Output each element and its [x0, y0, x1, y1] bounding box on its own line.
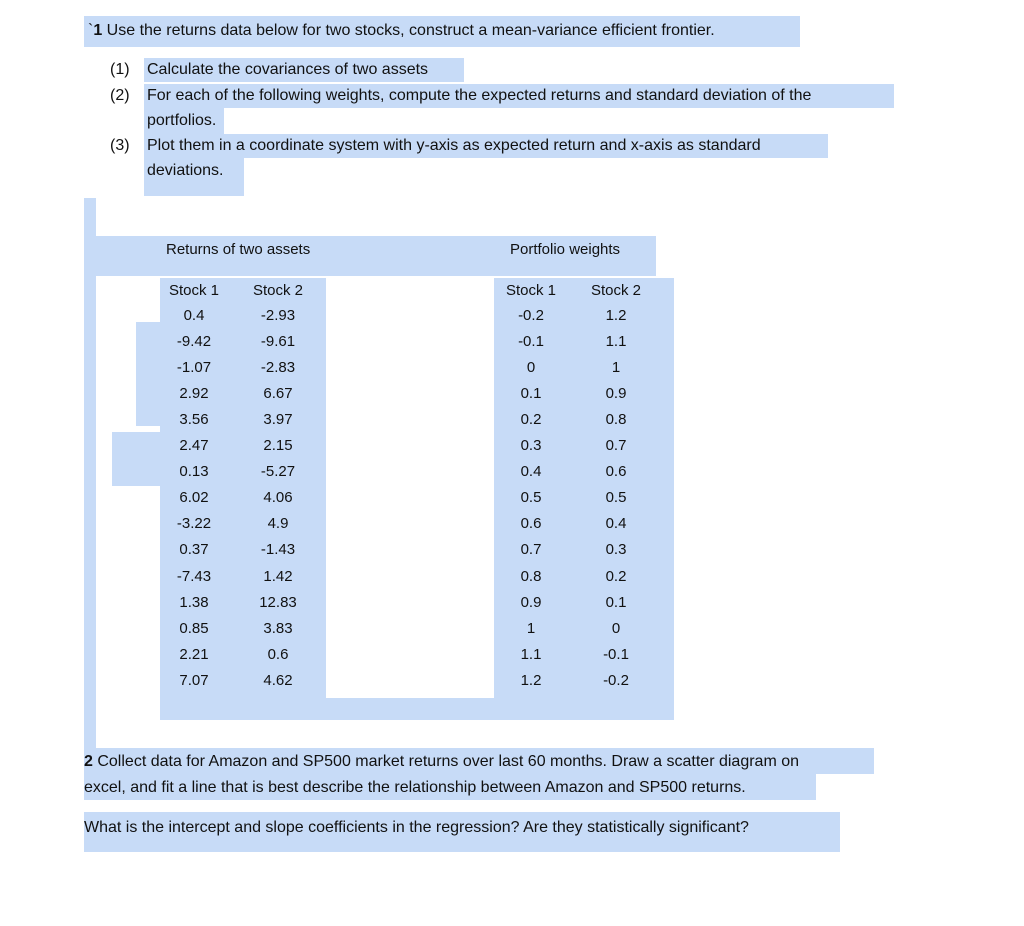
returns-table-cell: 6.02 — [179, 489, 209, 507]
weights-table-cell: 0.7 — [520, 541, 542, 559]
item-2-text-line1: For each of the following weights, compute the expected returns and standard deviation of the — [147, 87, 812, 104]
returns-table-title: Returns of two assets — [166, 241, 311, 258]
weights-table-cell: 1 — [611, 359, 621, 377]
weights-table-cell: 0.2 — [605, 567, 627, 585]
weights-table-header-1: Stock 1 — [505, 282, 557, 299]
returns-table-cell: -3.22 — [176, 515, 212, 533]
returns-table-cell: 7.07 — [179, 671, 209, 689]
q2-line1-text: Collect data for Amazon and SP500 market returns over last 60 months. Draw a scatter diagram on — [92, 753, 800, 770]
highlight-left-block — [84, 236, 152, 276]
returns-table-cell: 3.97 — [263, 411, 293, 429]
item-3-text-line2: deviations. — [147, 162, 224, 179]
returns-table-cell: 2.92 — [179, 385, 209, 403]
returns-table-cell: -7.43 — [176, 567, 212, 585]
weights-table-cell: -0.2 — [603, 671, 629, 689]
returns-table-cell: 1.42 — [263, 567, 293, 585]
returns-table-cell: 12.83 — [259, 593, 297, 611]
weights-table-cell: 1.2 — [605, 307, 627, 324]
item-1-text: Calculate the covariances of two assets — [147, 61, 429, 78]
returns-table-header-2: Stock 2 — [252, 282, 304, 299]
weights-table-cell: 0.4 — [605, 515, 627, 533]
returns-table-cell: 4.06 — [263, 489, 293, 507]
returns-table-cell: 2.15 — [263, 437, 293, 455]
highlight-left-bar — [84, 198, 96, 748]
returns-table-cell: -9.42 — [176, 333, 212, 351]
item-1-number: (1) — [110, 61, 130, 78]
returns-table-cell: 3.83 — [263, 619, 293, 637]
returns-table-cell: 0.4 — [183, 307, 205, 324]
weights-table-cell: 0.8 — [520, 567, 542, 585]
weights-table-cell: 0.6 — [520, 515, 542, 533]
weights-table-cell: 0 — [611, 619, 621, 637]
weights-table-cell: 1 — [526, 619, 536, 637]
returns-table-cell: -1.07 — [176, 359, 212, 377]
returns-table-cell: -2.83 — [260, 359, 296, 377]
weights-table-cell: 1.1 — [605, 333, 627, 351]
returns-table-cell: 2.21 — [179, 645, 209, 663]
weights-table-cell: 0.5 — [605, 489, 627, 507]
returns-table-cell: 4.62 — [263, 671, 293, 689]
weights-table-cell: -0.2 — [518, 307, 544, 324]
weights-table-cell: -0.1 — [603, 645, 629, 663]
returns-table-header-1: Stock 1 — [168, 282, 220, 299]
weights-table-cell: 0.3 — [520, 437, 542, 455]
returns-table-cell: 1.38 — [179, 593, 209, 611]
weights-table-cell: 0.1 — [520, 385, 542, 403]
returns-table-cell: -5.27 — [260, 463, 296, 481]
weights-table-cell: 0.3 — [605, 541, 627, 559]
weights-table-cell: 0.6 — [605, 463, 627, 481]
weights-table-cell: 0.9 — [520, 593, 542, 611]
returns-table-cell: 0.37 — [179, 541, 209, 559]
q2-question: What is the intercept and slope coefficients in the regression? Are they statistically significant? — [84, 819, 749, 836]
q2-line2: excel, and fit a line that is best describe the relationship between Amazon and SP500 returns. — [84, 779, 746, 796]
returns-table-cell: 3.56 — [179, 411, 209, 429]
weights-table-cell: 0 — [526, 359, 536, 377]
returns-table-cell: 4.9 — [267, 515, 289, 533]
weights-table-cell: 0.1 — [605, 593, 627, 611]
returns-table-cell: 2.47 — [179, 437, 209, 455]
returns-table-cell: 0.85 — [179, 619, 209, 637]
weights-table-header-2: Stock 2 — [590, 282, 642, 299]
q1-number: 1 — [93, 22, 103, 39]
highlight-bottom-bar — [160, 698, 674, 720]
returns-table-cell: -1.43 — [260, 541, 296, 559]
weights-table-cell: -0.1 — [518, 333, 544, 351]
item-2-text-line2: portfolios. — [147, 112, 217, 129]
q1-prefix: ` — [88, 22, 94, 39]
q2-number: 2 — [84, 753, 93, 770]
q1-title: Use the returns data below for two stocks, construct a mean-variance efficient frontier. — [102, 22, 715, 39]
weights-table-cell: 1.2 — [520, 671, 542, 689]
returns-table-cell: 0.13 — [179, 463, 209, 481]
returns-table-cell: -9.61 — [260, 333, 296, 351]
item-3-number: (3) — [110, 137, 130, 154]
weights-table-cell: 0.8 — [605, 411, 627, 429]
weights-table-cell: 0.9 — [605, 385, 627, 403]
weights-table-cell: 0.5 — [520, 489, 542, 507]
weights-table-cell: 1.1 — [520, 645, 542, 663]
q2-line1 — [84, 752, 799, 772]
weights-table-cell: 0.4 — [520, 463, 542, 481]
item-2-number: (2) — [110, 87, 130, 104]
q1-heading — [88, 21, 715, 41]
weights-table-cell: 0.2 — [520, 411, 542, 429]
returns-table-cell: 6.67 — [263, 385, 293, 403]
weights-table-title: Portfolio weights — [510, 241, 621, 258]
returns-table-cell: -2.93 — [260, 307, 296, 324]
highlight-left-step-2 — [112, 432, 160, 486]
item-3-text-line1: Plot them in a coordinate system with y-axis as expected return and x-axis as standard — [147, 137, 761, 154]
returns-table-cell: 0.6 — [267, 645, 289, 663]
weights-table-cell: 0.7 — [605, 437, 627, 455]
